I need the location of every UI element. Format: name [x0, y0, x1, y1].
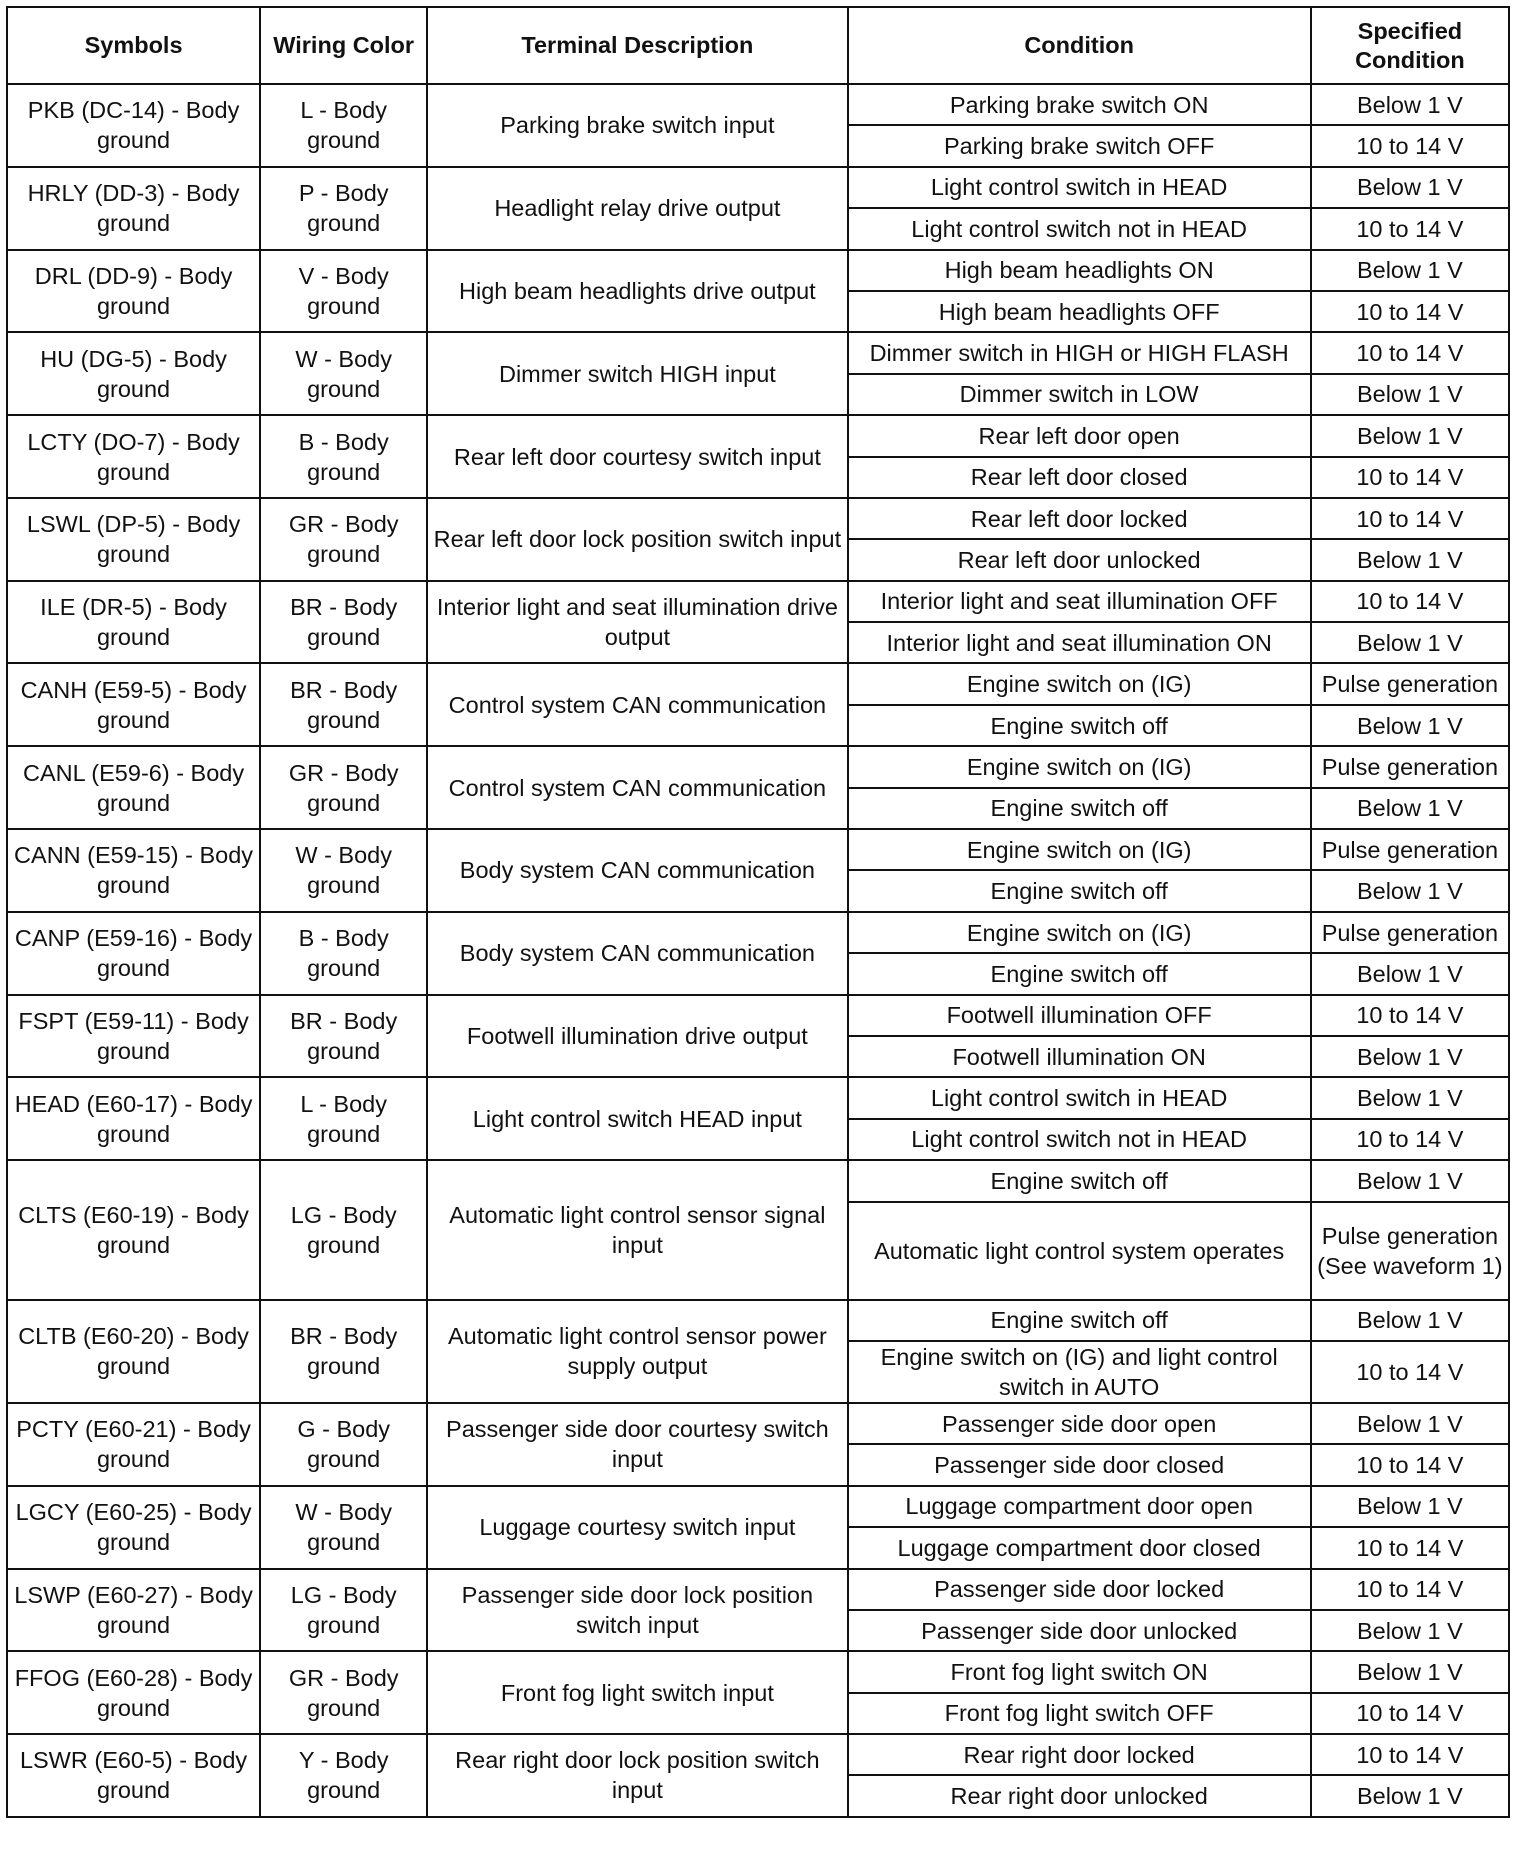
condition-cell: Engine switch off	[848, 788, 1311, 829]
symbol-cell: HEAD (E60-17) - Body ground	[7, 1077, 260, 1160]
condition-cell: Interior light and seat illumination ON	[848, 622, 1311, 663]
symbol-cell: HU (DG-5) - Body ground	[7, 332, 260, 415]
wiring-color-cell: GR - Body ground	[260, 746, 427, 829]
specified-condition-cell: Below 1 V	[1311, 539, 1509, 580]
specified-condition-cell: Below 1 V	[1311, 374, 1509, 415]
condition-cell: Engine switch off	[848, 705, 1311, 746]
specified-condition-cell: Below 1 V	[1311, 1160, 1509, 1201]
specified-condition-cell: Below 1 V	[1311, 953, 1509, 994]
symbol-cell: PKB (DC-14) - Body ground	[7, 84, 260, 167]
terminal-description-cell: Passenger side door lock position switch input	[427, 1569, 847, 1652]
header-wiring-color: Wiring Color	[260, 7, 427, 84]
symbol-cell: LSWL (DP-5) - Body ground	[7, 498, 260, 581]
wiring-color-cell: GR - Body ground	[260, 1651, 427, 1734]
specified-condition-cell: 10 to 14 V	[1311, 457, 1509, 498]
terminal-description-cell: Rear right door lock position switch input	[427, 1734, 847, 1817]
condition-cell: Engine switch on (IG)	[848, 746, 1311, 787]
condition-cell: Interior light and seat illumination OFF	[848, 581, 1311, 622]
table-row	[7, 1651, 1509, 1692]
terminal-description-cell: Light control switch HEAD input	[427, 1077, 847, 1160]
terminal-description-cell: Interior light and seat illumination drive output	[427, 581, 847, 664]
wiring-color-cell: L - Body ground	[260, 1077, 427, 1160]
condition-cell: Rear right door locked	[848, 1734, 1311, 1775]
symbol-cell: CANL (E59-6) - Body ground	[7, 746, 260, 829]
wiring-color-cell: LG - Body ground	[260, 1569, 427, 1652]
table-row	[7, 1160, 1509, 1201]
symbol-cell: PCTY (E60-21) - Body ground	[7, 1403, 260, 1486]
symbol-cell: LSWR (E60-5) - Body ground	[7, 1734, 260, 1817]
condition-cell: Passenger side door open	[848, 1403, 1311, 1444]
terminal-description-cell: Control system CAN communication	[427, 746, 847, 829]
table-row	[7, 663, 1509, 704]
condition-cell: Rear left door unlocked	[848, 539, 1311, 580]
specified-condition-cell: Pulse generation (See waveform 1)	[1311, 1202, 1509, 1300]
wiring-color-cell: LG - Body ground	[260, 1160, 427, 1299]
condition-cell: Engine switch off	[848, 1160, 1311, 1201]
table-row	[7, 415, 1509, 456]
symbol-cell: LSWP (E60-27) - Body ground	[7, 1569, 260, 1652]
table-row	[7, 167, 1509, 208]
symbol-cell: CLTS (E60-19) - Body ground	[7, 1160, 260, 1299]
wiring-color-cell: GR - Body ground	[260, 498, 427, 581]
terminal-description-cell: Automatic light control sensor signal input	[427, 1160, 847, 1299]
terminal-description-cell: Luggage courtesy switch input	[427, 1486, 847, 1569]
symbol-cell: CLTB (E60-20) - Body ground	[7, 1300, 260, 1403]
table-row	[7, 1734, 1509, 1775]
wiring-color-cell: V - Body ground	[260, 250, 427, 333]
symbol-cell: LCTY (DO-7) - Body ground	[7, 415, 260, 498]
terminal-description-cell: Footwell illumination drive output	[427, 995, 847, 1078]
terminal-description-cell: Passenger side door courtesy switch input	[427, 1403, 847, 1486]
table-row	[7, 746, 1509, 787]
terminal-description-cell: Automatic light control sensor power supply output	[427, 1300, 847, 1403]
condition-cell: Passenger side door unlocked	[848, 1610, 1311, 1651]
condition-cell: Engine switch off	[848, 870, 1311, 911]
specified-condition-cell: 10 to 14 V	[1311, 995, 1509, 1036]
condition-cell: Footwell illumination ON	[848, 1036, 1311, 1077]
specified-condition-cell: 10 to 14 V	[1311, 332, 1509, 373]
specified-condition-cell: Below 1 V	[1311, 415, 1509, 456]
symbol-cell: CANN (E59-15) - Body ground	[7, 829, 260, 912]
terminal-description-cell: Parking brake switch input	[427, 84, 847, 167]
condition-cell: Engine switch on (IG)	[848, 663, 1311, 704]
symbol-cell: CANP (E59-16) - Body ground	[7, 912, 260, 995]
symbol-cell: DRL (DD-9) - Body ground	[7, 250, 260, 333]
condition-cell: Front fog light switch ON	[848, 1651, 1311, 1692]
table-body	[7, 84, 1509, 1817]
header-terminal-description: Terminal Description	[427, 7, 847, 84]
specified-condition-cell: 10 to 14 V	[1311, 291, 1509, 332]
table-row	[7, 1300, 1509, 1341]
table-row	[7, 498, 1509, 539]
condition-cell: Parking brake switch OFF	[848, 125, 1311, 166]
condition-cell: Light control switch not in HEAD	[848, 1119, 1311, 1160]
specified-condition-cell: Below 1 V	[1311, 1775, 1509, 1816]
condition-cell: Footwell illumination OFF	[848, 995, 1311, 1036]
wiring-color-cell: BR - Body ground	[260, 581, 427, 664]
specified-condition-cell: Below 1 V	[1311, 1300, 1509, 1341]
specified-condition-cell: Below 1 V	[1311, 250, 1509, 291]
specified-condition-cell: Below 1 V	[1311, 1036, 1509, 1077]
specified-condition-cell: Below 1 V	[1311, 622, 1509, 663]
table-row	[7, 1486, 1509, 1527]
table-row	[7, 84, 1509, 125]
terminal-description-cell: Headlight relay drive output	[427, 167, 847, 250]
specified-condition-cell: Below 1 V	[1311, 870, 1509, 911]
condition-cell: Luggage compartment door open	[848, 1486, 1311, 1527]
terminal-description-cell: Front fog light switch input	[427, 1651, 847, 1734]
symbol-cell: FFOG (E60-28) - Body ground	[7, 1651, 260, 1734]
condition-cell: Passenger side door locked	[848, 1569, 1311, 1610]
specified-condition-cell: 10 to 14 V	[1311, 1693, 1509, 1734]
symbol-cell: FSPT (E59-11) - Body ground	[7, 995, 260, 1078]
table-row	[7, 1077, 1509, 1118]
condition-cell: Rear left door locked	[848, 498, 1311, 539]
header-symbols: Symbols	[7, 7, 260, 84]
table-row	[7, 581, 1509, 622]
specified-condition-cell: 10 to 14 V	[1311, 498, 1509, 539]
specified-condition-cell: Below 1 V	[1311, 1403, 1509, 1444]
terminal-table-container	[6, 6, 1510, 1818]
condition-cell: Light control switch not in HEAD	[848, 208, 1311, 249]
wiring-color-cell: W - Body ground	[260, 332, 427, 415]
symbol-cell: HRLY (DD-3) - Body ground	[7, 167, 260, 250]
specified-condition-cell: 10 to 14 V	[1311, 1569, 1509, 1610]
wiring-color-cell: L - Body ground	[260, 84, 427, 167]
specified-condition-cell: Pulse generation	[1311, 829, 1509, 870]
table-header-row	[7, 7, 1509, 84]
terminal-description-cell: Body system CAN communication	[427, 829, 847, 912]
table-row	[7, 1403, 1509, 1444]
specified-condition-cell: Below 1 V	[1311, 1610, 1509, 1651]
condition-cell: High beam headlights ON	[848, 250, 1311, 291]
table-row	[7, 250, 1509, 291]
wiring-color-cell: BR - Body ground	[260, 663, 427, 746]
specified-condition-cell: Pulse generation	[1311, 746, 1509, 787]
wiring-color-cell: Y - Body ground	[260, 1734, 427, 1817]
wiring-color-cell: BR - Body ground	[260, 1300, 427, 1403]
specified-condition-cell: Pulse generation	[1311, 663, 1509, 704]
condition-cell: Rear right door unlocked	[848, 1775, 1311, 1816]
condition-cell: Passenger side door closed	[848, 1444, 1311, 1485]
condition-cell: Engine switch off	[848, 953, 1311, 994]
condition-cell: Luggage compartment door closed	[848, 1527, 1311, 1568]
table-row	[7, 995, 1509, 1036]
table-row	[7, 1569, 1509, 1610]
condition-cell: Dimmer switch in LOW	[848, 374, 1311, 415]
wiring-color-cell: B - Body ground	[260, 415, 427, 498]
terminal-description-cell: Rear left door courtesy switch input	[427, 415, 847, 498]
terminal-description-cell: Body system CAN communication	[427, 912, 847, 995]
specified-condition-cell: 10 to 14 V	[1311, 1341, 1509, 1403]
terminal-description-cell: High beam headlights drive output	[427, 250, 847, 333]
specified-condition-cell: Below 1 V	[1311, 167, 1509, 208]
condition-cell: Front fog light switch OFF	[848, 1693, 1311, 1734]
symbol-cell: ILE (DR-5) - Body ground	[7, 581, 260, 664]
specified-condition-cell: 10 to 14 V	[1311, 1527, 1509, 1568]
condition-cell: Parking brake switch ON	[848, 84, 1311, 125]
condition-cell: Engine switch on (IG) and light control switch in AUTO	[848, 1341, 1311, 1403]
terminal-table	[6, 6, 1510, 1818]
specified-condition-cell: Below 1 V	[1311, 788, 1509, 829]
condition-cell: Rear left door closed	[848, 457, 1311, 498]
terminal-description-cell: Control system CAN communication	[427, 663, 847, 746]
header-specified-condition: Specified Condition	[1311, 7, 1509, 84]
table-row	[7, 332, 1509, 373]
terminal-description-cell: Dimmer switch HIGH input	[427, 332, 847, 415]
header-condition: Condition	[848, 7, 1311, 84]
specified-condition-cell: 10 to 14 V	[1311, 1444, 1509, 1485]
specified-condition-cell: Below 1 V	[1311, 1486, 1509, 1527]
specified-condition-cell: 10 to 14 V	[1311, 1119, 1509, 1160]
terminal-description-cell: Rear left door lock position switch input	[427, 498, 847, 581]
specified-condition-cell: Below 1 V	[1311, 705, 1509, 746]
symbol-cell: CANH (E59-5) - Body ground	[7, 663, 260, 746]
wiring-color-cell: W - Body ground	[260, 1486, 427, 1569]
specified-condition-cell: 10 to 14 V	[1311, 125, 1509, 166]
wiring-color-cell: W - Body ground	[260, 829, 427, 912]
wiring-color-cell: G - Body ground	[260, 1403, 427, 1486]
condition-cell: Dimmer switch in HIGH or HIGH FLASH	[848, 332, 1311, 373]
specified-condition-cell: Below 1 V	[1311, 1651, 1509, 1692]
symbol-cell: LGCY (E60-25) - Body ground	[7, 1486, 260, 1569]
table-row	[7, 829, 1509, 870]
specified-condition-cell: Pulse generation	[1311, 912, 1509, 953]
table-row	[7, 912, 1509, 953]
specified-condition-cell: Below 1 V	[1311, 1077, 1509, 1118]
specified-condition-cell: 10 to 14 V	[1311, 208, 1509, 249]
wiring-color-cell: P - Body ground	[260, 167, 427, 250]
specified-condition-cell: 10 to 14 V	[1311, 581, 1509, 622]
condition-cell: High beam headlights OFF	[848, 291, 1311, 332]
specified-condition-cell: Below 1 V	[1311, 84, 1509, 125]
wiring-color-cell: B - Body ground	[260, 912, 427, 995]
wiring-color-cell: BR - Body ground	[260, 995, 427, 1078]
condition-cell: Engine switch off	[848, 1300, 1311, 1341]
condition-cell: Automatic light control system operates	[848, 1202, 1311, 1300]
condition-cell: Light control switch in HEAD	[848, 167, 1311, 208]
specified-condition-cell: 10 to 14 V	[1311, 1734, 1509, 1775]
condition-cell: Engine switch on (IG)	[848, 912, 1311, 953]
condition-cell: Engine switch on (IG)	[848, 829, 1311, 870]
condition-cell: Rear left door open	[848, 415, 1311, 456]
condition-cell: Light control switch in HEAD	[848, 1077, 1311, 1118]
